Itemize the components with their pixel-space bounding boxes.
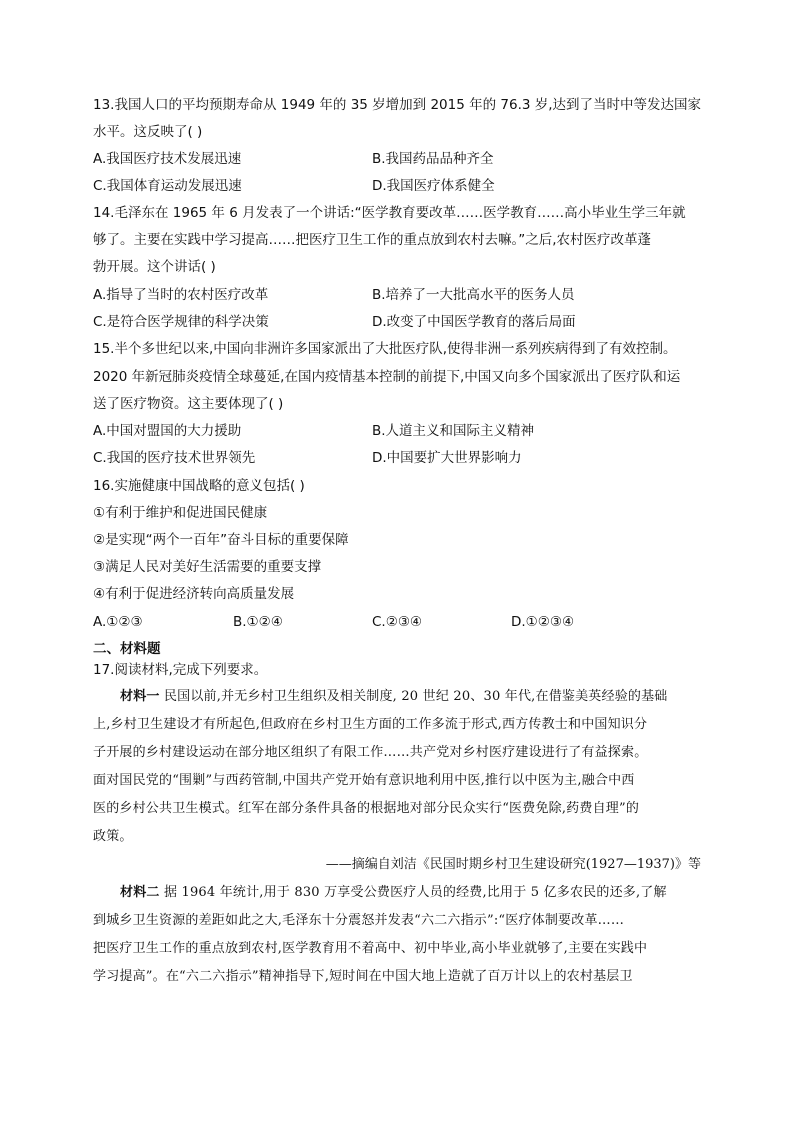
q14-option-d[interactable]: D.改变了中国医学教育的落后局面 xyxy=(372,314,576,330)
q15-option-c[interactable]: C.我国的医疗技术世界领先 xyxy=(93,450,256,466)
q13-option-c[interactable]: C.我国体育运动发展迅速 xyxy=(93,178,242,194)
material-1-line-3: 子开展的乡村建设运动在部分地区组织了有限工作……共产党对乡村医疗建设进行了有益探索。 xyxy=(93,745,648,760)
material-1-label: 材料一 xyxy=(120,689,160,704)
q14-stem-line-3: 勃开展。这个讲话( ) xyxy=(93,259,216,275)
q16-option-a[interactable]: A.①②③ xyxy=(93,614,143,630)
q13-option-a[interactable]: A.我国医疗技术发展迅速 xyxy=(93,151,242,167)
q14-option-c[interactable]: C.是符合医学规律的科学决策 xyxy=(93,314,269,330)
material-2-line-3: 把医疗卫生工作的重点放到农村,医学教育用不着高中、初中毕业,高小毕业就够了,主要在实践中 xyxy=(93,941,648,956)
q16-stem: 16.实施健康中国战略的意义包括( ) xyxy=(93,478,305,494)
q13-stem-line-2: 水平。这反映了( ) xyxy=(93,124,203,140)
q13-stem-line-1: 13.我国人口的平均预期寿命从 1949 年的 35 岁增加到 2015 年的 76.3 岁,达到了当时中等发达国家 xyxy=(93,97,702,113)
section-heading: 二、材料题 xyxy=(93,641,161,657)
q16-item-3: ③满足人民对美好生活需要的重要支撑 xyxy=(93,559,322,575)
q14-stem-line-2: 够了。主要在实践中学习提高……把医疗卫生工作的重点放到农村去嘛。”之后,农村医疗改革蓬 xyxy=(93,232,652,248)
q14-option-b[interactable]: B.培养了一大批高水平的医务人员 xyxy=(372,287,575,303)
q16-item-2: ②是实现“两个一百年”奋斗目标的重要保障 xyxy=(93,532,349,548)
q15-option-d[interactable]: D.中国要扩大世界影响力 xyxy=(372,450,522,466)
material-1-source: ——摘编自刘洁《民国时期乡村卫生建设研究(1927—1937)》等 xyxy=(325,857,701,872)
material-1-line-4: 面对国民党的“围剿”与西药管制,中国共产党开始有意识地利用中医,推行以中医为主,融合中西 xyxy=(93,773,635,788)
q13-option-d[interactable]: D.我国医疗体系健全 xyxy=(372,178,495,194)
material-1-line-6: 政策。 xyxy=(93,829,133,844)
q16-option-b[interactable]: B.①②④ xyxy=(233,614,283,630)
material-1-line-1: 材料一 民国以前,并无乡村卫生组织及相关制度, 20 世纪 20、30 年代,在借鉴美英经验的基础 xyxy=(120,689,668,704)
q15-stem-line-3: 送了医疗物资。这主要体现了( ) xyxy=(93,396,284,412)
material-1-line-2: 上,乡村卫生建设才有所起色,但政府在乡村卫生方面的工作多流于形式,西方传教士和中国知识分 xyxy=(93,717,648,732)
q15-option-a[interactable]: A.中国对盟国的大力援助 xyxy=(93,423,242,439)
material-2-label: 材料二 xyxy=(120,885,160,900)
q15-stem-line-1: 15.半个多世纪以来,中国向非洲许多国家派出了大批医疗队,使得非洲一系列疾病得到了有效控制。 xyxy=(93,341,677,357)
q16-item-1: ①有利于维护和促进国民健康 xyxy=(93,505,268,521)
material-2-line-1: 材料二 据 1964 年统计,用于 830 万享受公费医疗人员的经费,比用于 5 亿多农民的还多,了解 xyxy=(120,885,667,900)
q16-item-4: ④有利于促进经济转向高质量发展 xyxy=(93,586,295,602)
material-2-line-4: 学习提高”。在“六二六指示”精神指导下,短时间在中国大地上造就了百万计以上的农村基层卫 xyxy=(93,969,633,984)
q13-option-b[interactable]: B.我国药品品种齐全 xyxy=(372,151,494,167)
q16-option-d[interactable]: D.①②③④ xyxy=(511,614,575,630)
q14-stem-line-1: 14.毛泽东在 1965 年 6 月发表了一个讲话:“医学教育要改革……医学教育……高小毕业生学三年就 xyxy=(93,205,686,221)
q16-option-c[interactable]: C.②③④ xyxy=(372,614,423,630)
q15-stem-line-2: 2020 年新冠肺炎疫情全球蔓延,在国内疫情基本控制的前提下,中国又向多个国家派出了医疗队和运 xyxy=(93,369,681,385)
material-1-line-5: 医的乡村公共卫生模式。红军在部分条件具备的根据地对部分民众实行“医费免除,药费自理”的 xyxy=(93,801,640,816)
q15-option-b[interactable]: B.人道主义和国际主义精神 xyxy=(372,423,535,439)
material-2-line-2: 到城乡卫生资源的差距如此之大,毛泽东十分震怒并发表“六二六指示”:“医疗体制要改革…… xyxy=(93,913,625,928)
q17-stem: 17.阅读材料,完成下列要求。 xyxy=(93,662,268,678)
q14-option-a[interactable]: A.指导了当时的农村医疗改革 xyxy=(93,287,269,303)
